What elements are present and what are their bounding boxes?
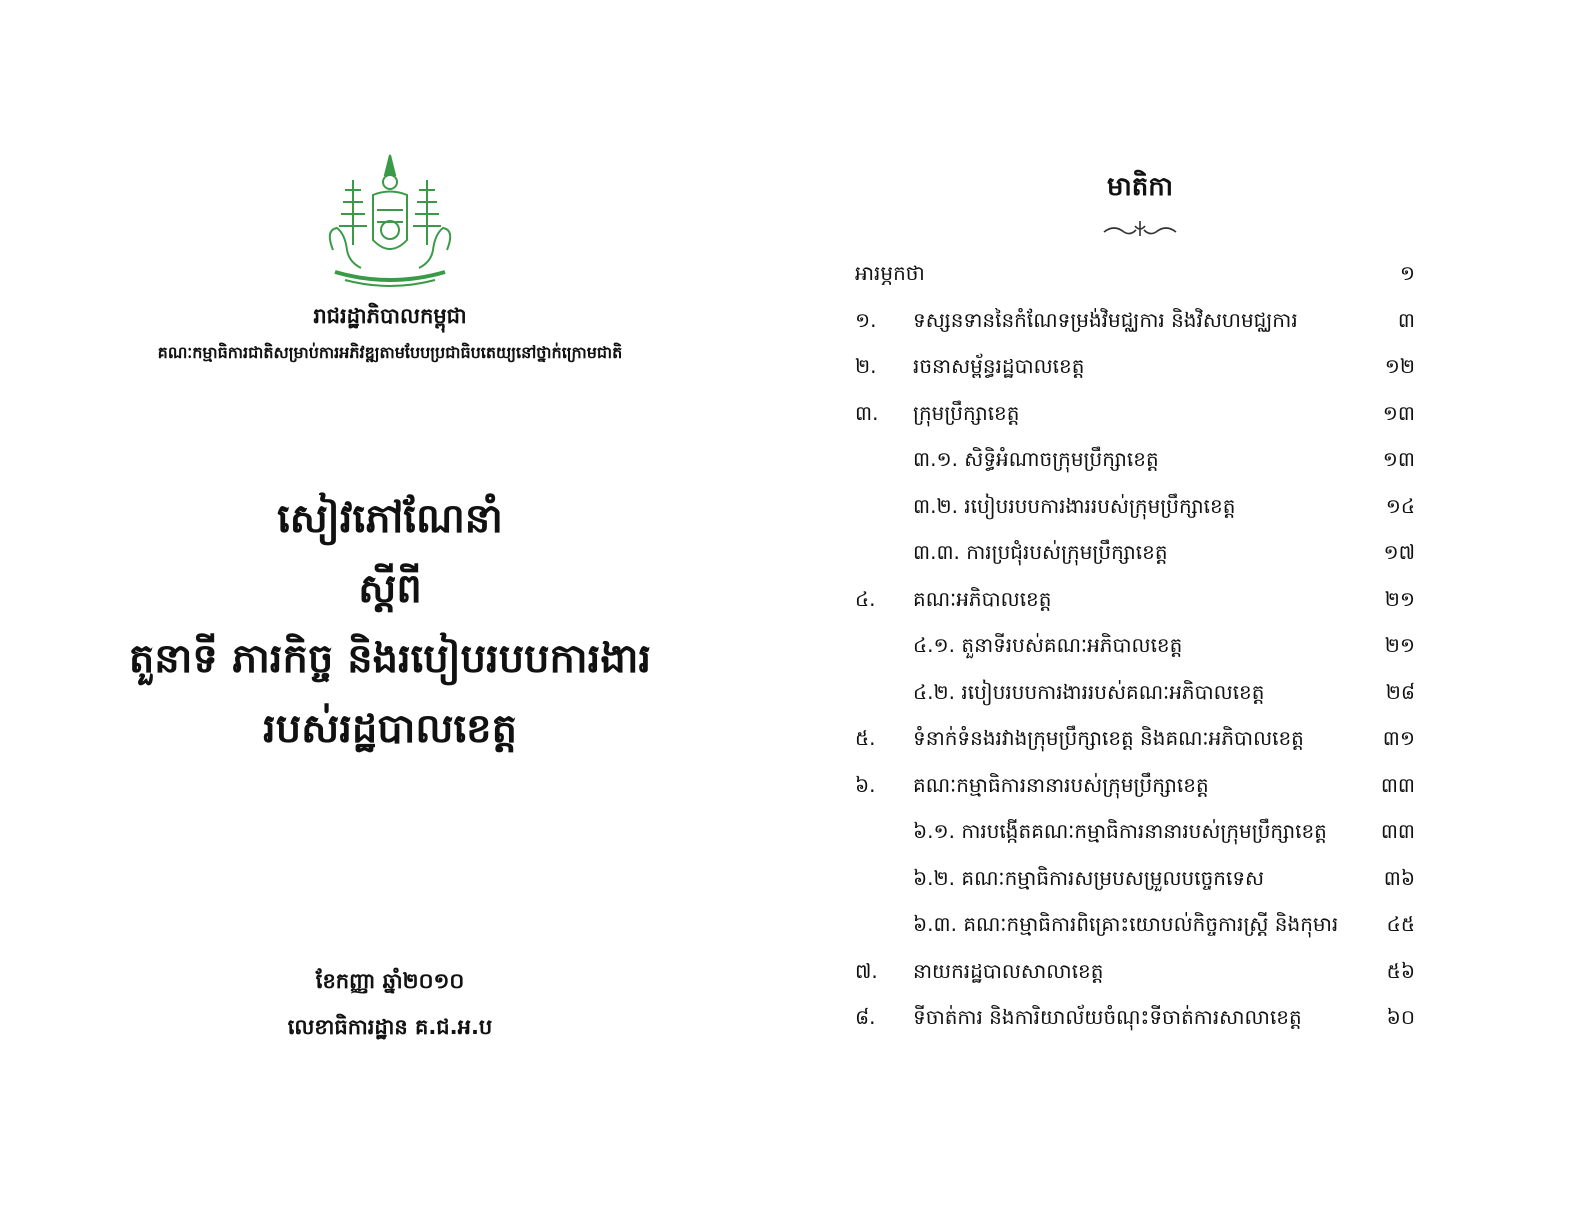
toc-entry-page: ១៧ bbox=[1383, 540, 1415, 564]
book-title bbox=[100, 484, 680, 764]
toc-entry-text: ទស្សនទាននៃកំណែទម្រង់វិមជ្ឈការ និងវិសហមជ្ឈការ bbox=[913, 307, 1298, 332]
toc-list bbox=[855, 250, 1425, 1041]
toc-entry-text: គណៈកម្មាធិការនានារបស់ក្រុមប្រឹក្សាខេត្ត bbox=[913, 772, 1209, 797]
toc-entry[interactable] bbox=[855, 901, 1425, 948]
toc-entry-page: ២១ bbox=[1384, 633, 1415, 657]
toc-entry-page: ២៨ bbox=[1385, 679, 1415, 704]
toc-entry-number: ៨. bbox=[855, 1005, 876, 1029]
toc-entry-page: ១៣ bbox=[1382, 400, 1415, 425]
toc-entry[interactable] bbox=[855, 390, 1425, 437]
book-title-line-1: សៀវភៅណែនាំ bbox=[277, 496, 503, 542]
toc-entry-text: នាយករដ្ឋបាលសាលាខេត្ត bbox=[913, 958, 1104, 983]
toc-title: មាតិកា bbox=[1106, 172, 1173, 202]
toc-entry-text: ក្រុមប្រឹក្សាខេត្ត bbox=[913, 400, 1020, 425]
table-of-contents bbox=[855, 170, 1425, 1041]
toc-entry-text: ៣.៣. ការប្រជុំរបស់ក្រុមប្រឹក្សាខេត្ត bbox=[913, 540, 1168, 564]
toc-entry-page: ៣៣ bbox=[1380, 772, 1415, 797]
toc-entry[interactable] bbox=[855, 808, 1425, 855]
toc-entry[interactable] bbox=[855, 297, 1425, 344]
secretariat-name: លេខាធិការដ្ឋាន គ.ជ.អ.ប bbox=[287, 1015, 493, 1039]
book-title-line-3: តួនាទី ភារកិច្ច និងរបៀបរបបការងារ bbox=[128, 636, 652, 682]
toc-entry-number: ២. bbox=[855, 354, 877, 378]
toc-entry-number: ៧. bbox=[855, 958, 878, 983]
toc-entry[interactable] bbox=[855, 669, 1425, 716]
toc-entry[interactable] bbox=[855, 855, 1425, 902]
toc-entry-text: គណៈអភិបាលខេត្ត bbox=[913, 586, 1052, 611]
toc-entry[interactable] bbox=[855, 529, 1425, 576]
toc-entry-page: ៣៣ bbox=[1380, 819, 1415, 843]
cover-page bbox=[100, 150, 680, 764]
toc-entry-page: ១៤ bbox=[1385, 493, 1415, 518]
toc-entry[interactable] bbox=[855, 622, 1425, 669]
toc-entry-page: ៣ bbox=[1397, 307, 1415, 332]
toc-entry[interactable] bbox=[855, 250, 1425, 297]
toc-entry[interactable] bbox=[855, 762, 1425, 809]
committee-name: គណៈកម្មាធិការជាតិសម្រាប់ការអភិវឌ្ឍតាមបែបប្រជាធិបតេយ្យនៅថ្នាក់ក្រោមជាតិ bbox=[157, 343, 623, 362]
toc-entry[interactable] bbox=[855, 948, 1425, 995]
toc-entry[interactable] bbox=[855, 483, 1425, 530]
toc-entry-page: ១៣ bbox=[1382, 447, 1415, 471]
toc-entry[interactable] bbox=[855, 715, 1425, 762]
toc-entry-text: ទីចាត់ការ និងការិយាល័យចំណុះទីចាត់ការសាលាខេត្ត bbox=[913, 1005, 1302, 1029]
toc-entry-text: ៣.២. របៀបរបបការងាររបស់ក្រុមប្រឹក្សាខេត្ត bbox=[913, 493, 1236, 518]
toc-entry-page: ៣៦ bbox=[1383, 865, 1415, 890]
toc-entry[interactable] bbox=[855, 994, 1425, 1041]
toc-entry-page: ១ bbox=[1399, 261, 1415, 285]
decorative-divider-icon bbox=[1100, 218, 1180, 240]
toc-entry-number: ៥. bbox=[855, 726, 876, 750]
toc-entry[interactable] bbox=[855, 576, 1425, 623]
toc-entry-text: ៤.២. របៀបរបបការងាររបស់គណៈអភិបាលខេត្ត bbox=[913, 679, 1265, 704]
government-name: រាជរដ្ឋាភិបាលកម្ពុជា bbox=[313, 304, 467, 328]
toc-entry-page: ៥៦ bbox=[1386, 958, 1415, 983]
toc-entry-text: ៦.១. ការបង្កើតគណៈកម្មាធិការនានារបស់ក្រុមប្រឹក្សាខេត្ត bbox=[913, 819, 1327, 843]
toc-entry-text: ទំនាក់ទំនងរវាងក្រុមប្រឹក្សាខេត្ត និងគណៈអភិបាលខេត្ត bbox=[913, 726, 1304, 750]
publication-date: ខែកញ្ញា ឆ្នាំ២០១០ bbox=[315, 969, 465, 993]
toc-entry-page: ៦០ bbox=[1386, 1005, 1415, 1029]
toc-entry-text: ៣.១. សិទ្ធិអំណាចក្រុមប្រឹក្សាខេត្ត bbox=[913, 447, 1159, 471]
toc-entry-page: ៤៥ bbox=[1386, 912, 1415, 936]
toc-entry-number: ៦. bbox=[855, 772, 876, 797]
toc-entry-page: ២១ bbox=[1384, 586, 1415, 611]
book-title-line-4: របស់រដ្ឋបាលខេត្ត bbox=[263, 706, 517, 752]
royal-coat-of-arms-icon bbox=[315, 150, 465, 295]
toc-entry-number: ៣. bbox=[855, 400, 879, 425]
toc-entry-text: ៤.១. តួនាទីរបស់គណៈអភិបាលខេត្ត bbox=[913, 633, 1183, 657]
toc-entry-page: ៣១ bbox=[1382, 726, 1415, 750]
toc-entry[interactable] bbox=[855, 343, 1425, 390]
toc-entry-number: ៤. bbox=[855, 586, 876, 611]
toc-entry-page: ១២ bbox=[1384, 354, 1415, 378]
toc-entry[interactable] bbox=[855, 436, 1425, 483]
toc-entry-number: ១. bbox=[855, 307, 877, 332]
toc-entry-text: អារម្ភកថា bbox=[855, 261, 925, 285]
book-title-line-2: ស្តីពី bbox=[358, 566, 422, 612]
toc-entry-text: ៦.៣. គណៈកម្មាធិការពិគ្រោះយោបល់កិច្ចការស្ត្រី និងកុមារ bbox=[913, 912, 1339, 936]
toc-entry-text: ៦.២. គណៈកម្មាធិការសម្របសម្រួលបច្ចេកទេស bbox=[913, 865, 1265, 890]
toc-entry-text: រចនាសម្ព័ន្ធរដ្ឋបាលខេត្ត bbox=[913, 354, 1085, 378]
